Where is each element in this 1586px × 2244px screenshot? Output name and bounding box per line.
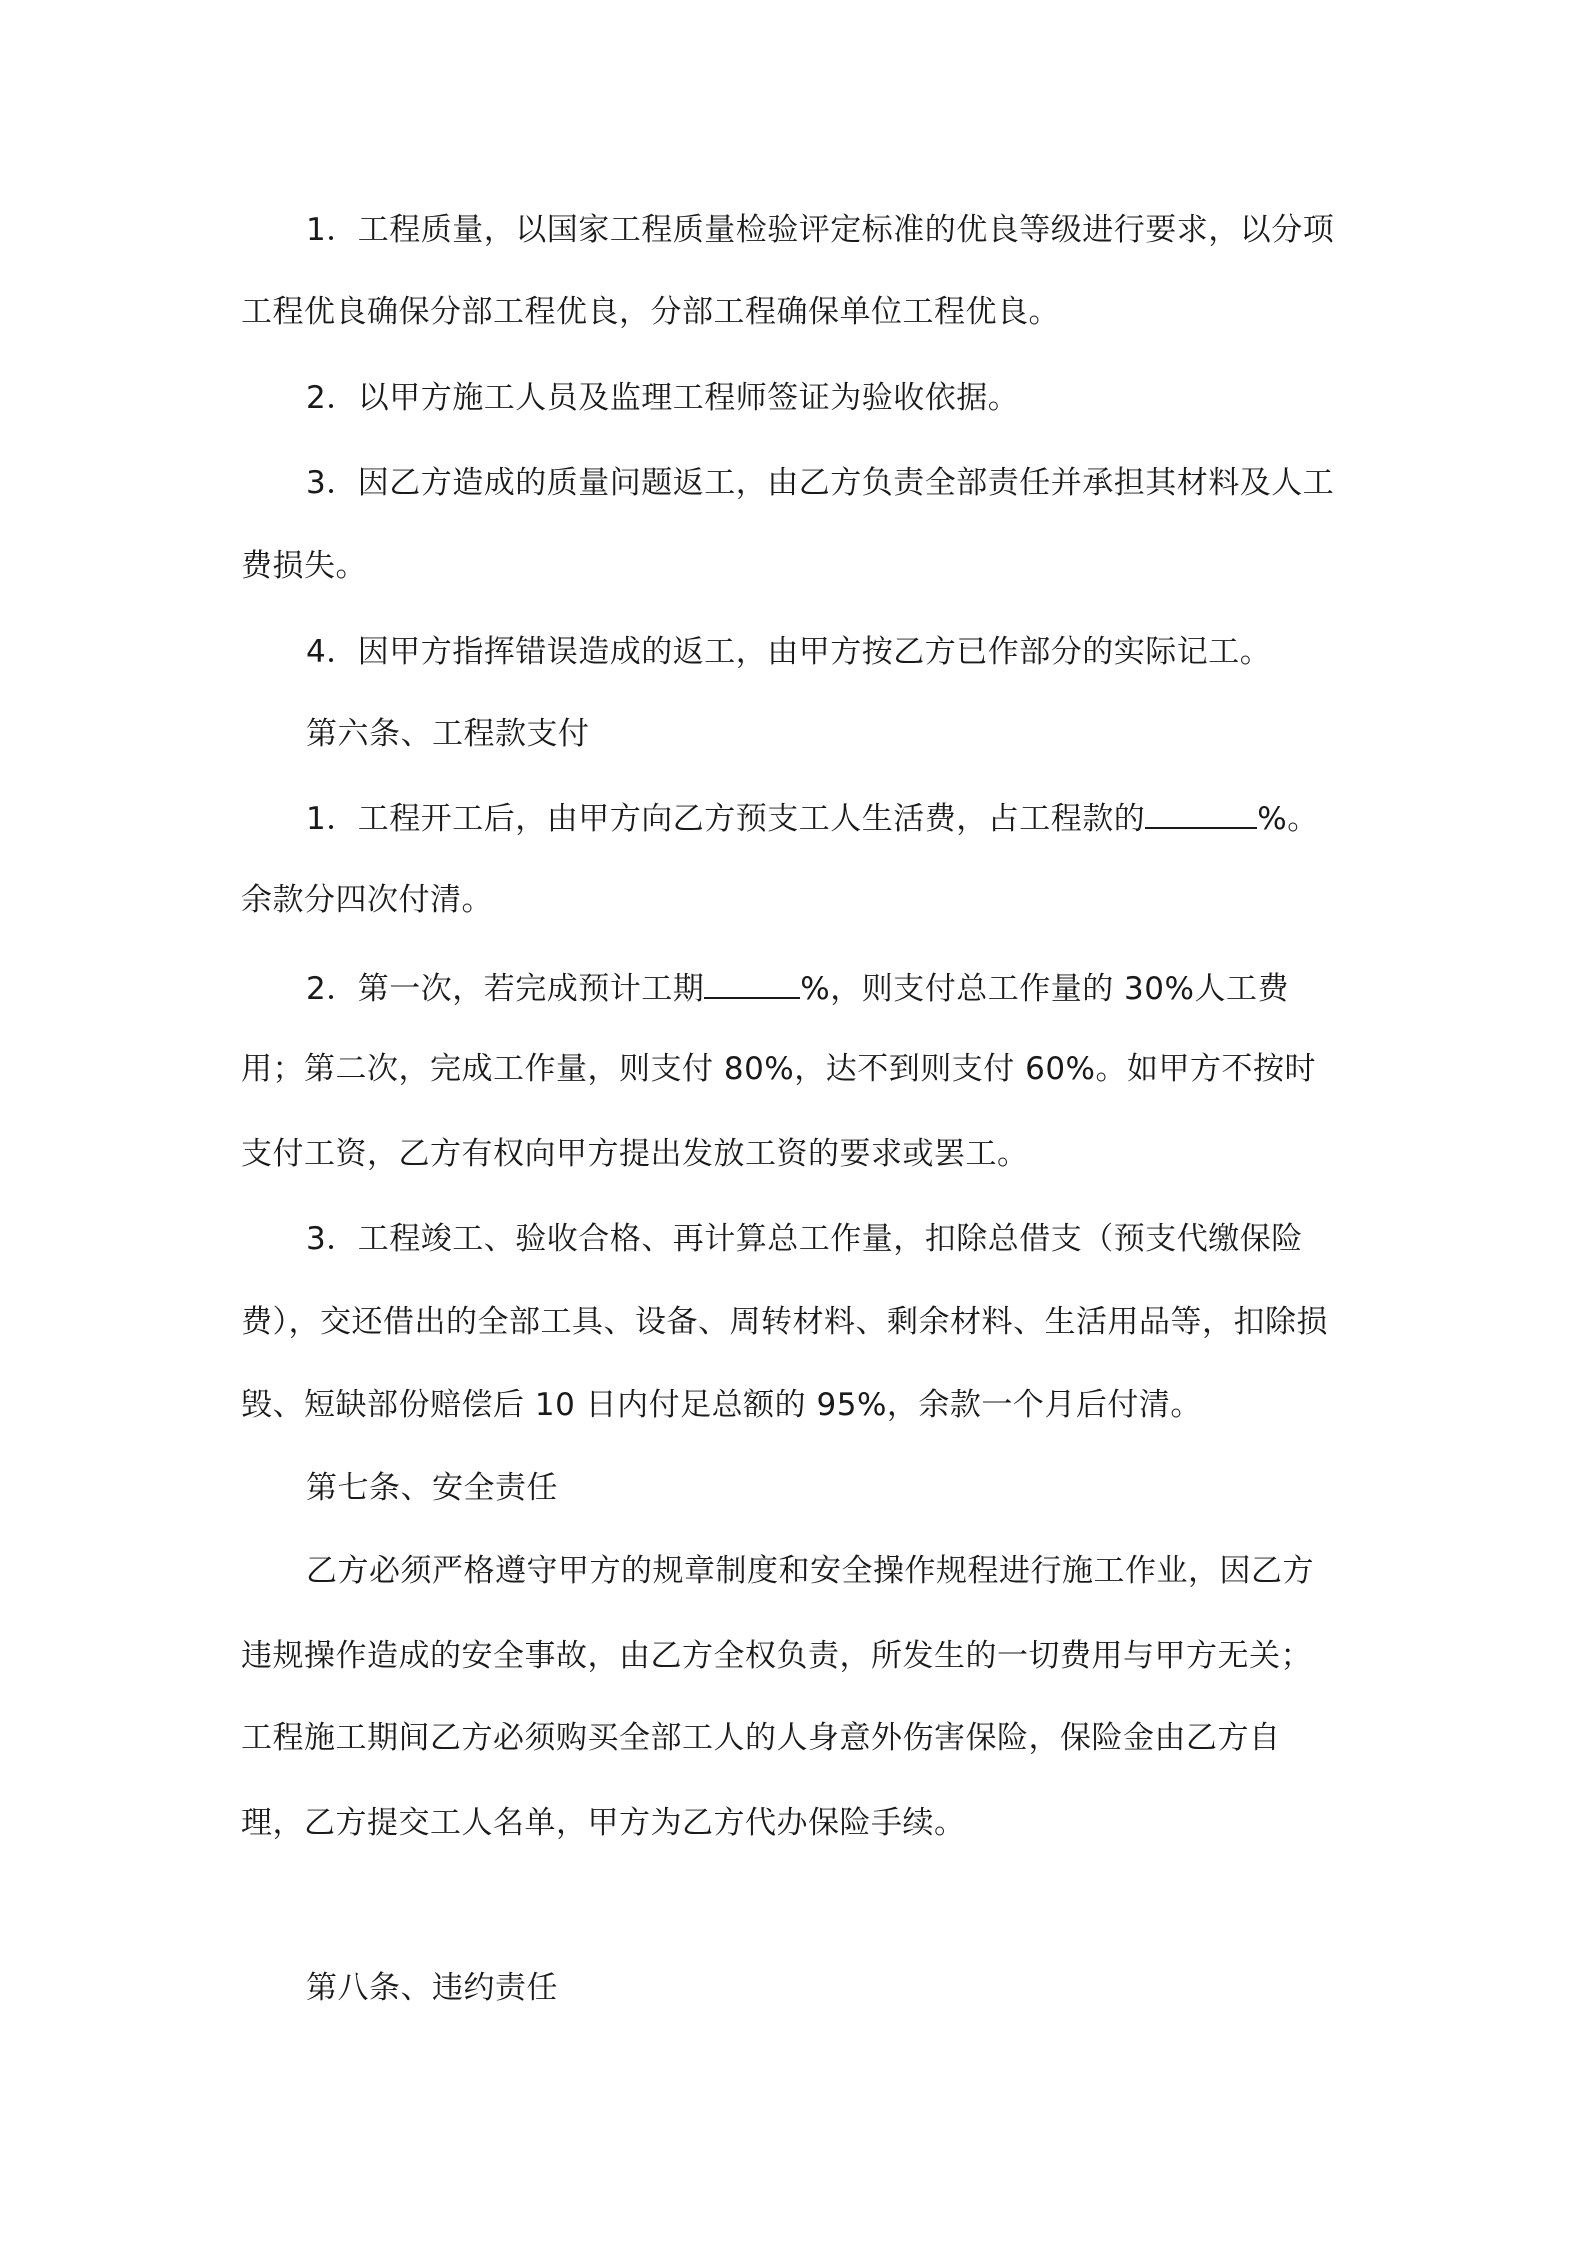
article-6-heading: 第六条、工程款支付 xyxy=(306,716,590,752)
payment-item-1-suffix: %。 xyxy=(1257,801,1319,837)
payment-item-3-line-3: 毁、短缺部份赔偿后 10 日内付足总额的 95%，余款一个月后付清。 xyxy=(241,1387,1202,1423)
safety-line-1: 乙方必须严格遵守甲方的规章制度和安全操作规程进行施工作业，因乙方 xyxy=(306,1553,1314,1589)
quality-item-1-line-2: 工程优良确保分部工程优良，分部工程确保单位工程优良。 xyxy=(241,294,1060,330)
article-7-heading: 第七条、安全责任 xyxy=(306,1470,558,1506)
fill-blank-percentage-2 xyxy=(704,967,800,999)
payment-item-3-line-2: 费），交还借出的全部工具、设备、周转材料、剩余材料、生活用品等，扣除损 xyxy=(241,1304,1328,1340)
quality-item-4: 4．因甲方指挥错误造成的返工，由甲方按乙方已作部分的实际记工。 xyxy=(306,634,1272,670)
payment-item-2-suffix: %，则支付总工作量的 30%人工费 xyxy=(800,971,1289,1007)
safety-line-2: 违规操作造成的安全事故，由乙方全权负责，所发生的一切费用与甲方无关； xyxy=(241,1638,1312,1674)
quality-item-3-line-1: 3．因乙方造成的质量问题返工，由乙方负责全部责任并承担其材料及人工 xyxy=(306,465,1335,501)
article-8-heading: 第八条、违约责任 xyxy=(306,1970,558,2006)
payment-item-1-line-2: 余款分四次付清。 xyxy=(241,882,493,918)
payment-item-3-line-1: 3．工程竣工、验收合格、再计算总工作量，扣除总借支（预支代缴保险 xyxy=(306,1221,1303,1257)
safety-line-3: 工程施工期间乙方必须购买全部工人的人身意外伤害保险，保险金由乙方自 xyxy=(241,1720,1281,1756)
payment-item-2-line-2: 用；第二次，完成工作量，则支付 80%，达不到则支付 60%。如甲方不按时 xyxy=(241,1051,1317,1087)
quality-item-2: 2．以甲方施工人员及监理工程师签证为验收依据。 xyxy=(306,380,1020,416)
payment-item-2-text: 2．第一次，若完成预计工期 xyxy=(306,971,705,1007)
quality-item-3-line-2: 费损失。 xyxy=(241,548,367,584)
safety-line-4: 理，乙方提交工人名单，甲方为乙方代办保险手续。 xyxy=(241,1805,966,1841)
fill-blank-percentage-1 xyxy=(1145,797,1257,829)
quality-item-1-line-1: 1．工程质量，以国家工程质量检验评定标准的优良等级进行要求，以分项 xyxy=(306,212,1335,248)
payment-item-2-line-1 xyxy=(306,967,1289,1009)
payment-item-1-line-1 xyxy=(306,797,1319,839)
payment-item-2-line-3: 支付工资，乙方有权向甲方提出发放工资的要求或罢工。 xyxy=(241,1136,1029,1172)
payment-item-1-text: 1．工程开工后，由甲方向乙方预支工人生活费，占工程款的 xyxy=(306,801,1146,837)
